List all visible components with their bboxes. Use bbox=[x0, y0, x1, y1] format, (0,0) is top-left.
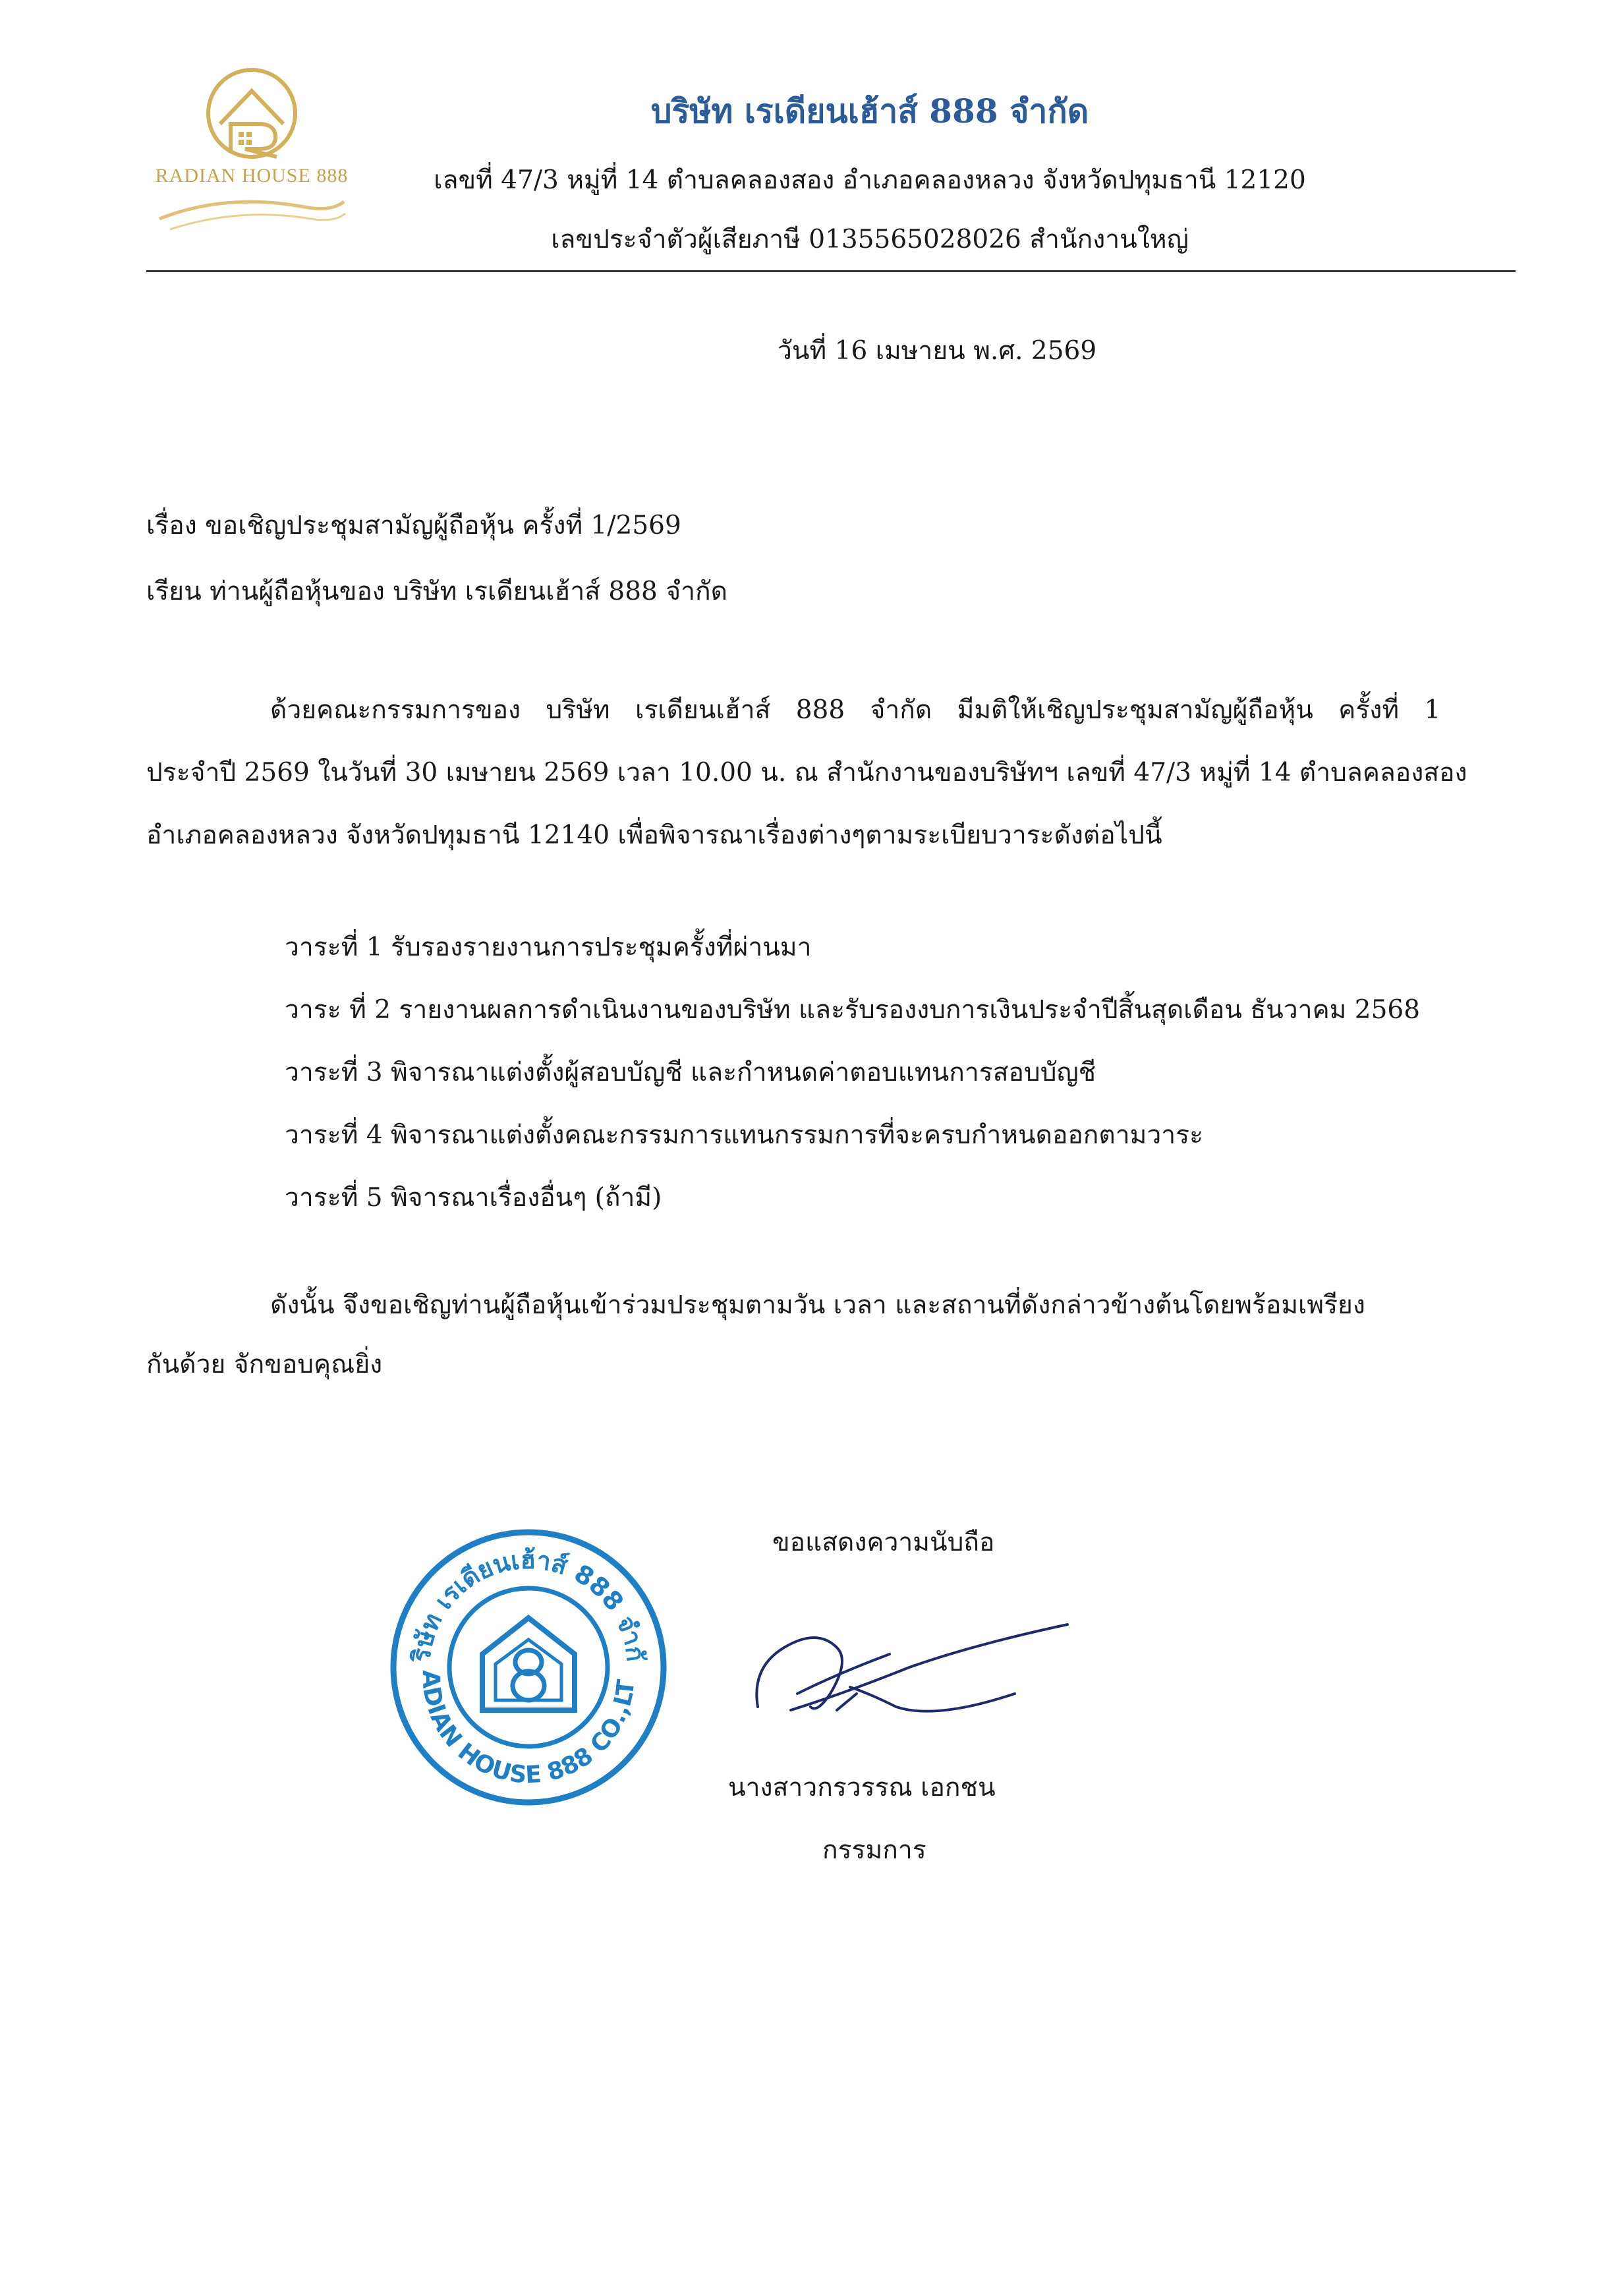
company-address: เลขที่ 47/3 หมู่ที่ 14 ตำบลคลองสอง อำเภอคลองหลวง จังหวัดปทุมธานี 12120 bbox=[434, 165, 1306, 195]
conclusion-line-2: กันด้วย จักขอบคุณยิ่ง bbox=[146, 1350, 383, 1379]
letter-date: วันที่ 16 เมษายน พ.ศ. 2569 bbox=[778, 336, 1097, 366]
house-logo-icon bbox=[146, 61, 357, 252]
body-line-1: ด้วยคณะกรรมการของ บริษัท เรเดียนเฮ้าส์ 888 จำกัด มีมติให้เชิญประชุมสามัญผู้ถือหุ้น ครั้งที่ 1 bbox=[270, 695, 1441, 725]
agenda-item-5: วาระที่ 5 พิจารณาเรื่องอื่นๆ (ถ้ามี) bbox=[285, 1183, 662, 1213]
agenda-item-3: วาระที่ 3 พิจารณาแต่งตั้งผู้สอบบัญชี และกำหนดค่าตอบแทนการสอบบัญชี bbox=[285, 1058, 1096, 1087]
stamp-text-top: ริษัท เรเดียนเฮ้าส์ 888 จำกั bbox=[407, 1545, 650, 1663]
letter-recipient: เรียน ท่านผู้ถือหุ้นของ บริษัท เรเดียนเฮ้าส์ 888 จำกัด bbox=[146, 577, 727, 606]
signer-name: นางสาวกรวรรณ เอกชน bbox=[728, 1773, 996, 1802]
company-tax-id: เลขประจำตัวผู้เสียภาษี 0135565028026 สำนักงานใหญ่ bbox=[551, 225, 1189, 254]
agenda-item-4: วาระที่ 4 พิจารณาแต่งตั้งคณะกรรมการแทนกรรมการที่จะครบกำหนดออกตามวาระ bbox=[285, 1120, 1204, 1150]
conclusion-line-1: ดังนั้น จึงขอเชิญท่านผู้ถือหุ้นเข้าร่วมประชุมตามวัน เวลา และสถานที่ดังกล่าวข้างต้นโดยพร้อมเพรียง bbox=[270, 1290, 1365, 1320]
agenda-item-1: วาระที่ 1 รับรองรายงานการประชุมครั้งที่ผ่านมา bbox=[285, 933, 812, 962]
agenda-item-2: วาระ ที่ 2 รายงานผลการดำเนินงานของบริษัท และรับรองงบการเงินประจำปีสิ้นสุดเดือน ธันวาคม 2568 bbox=[285, 995, 1421, 1025]
stamp-seal-icon bbox=[383, 1522, 673, 1812]
closing-salutation: ขอแสดงความนับถือ bbox=[772, 1528, 995, 1557]
logo-text: RADIAN HOUSE 888 bbox=[155, 165, 349, 187]
signature-icon bbox=[738, 1595, 1107, 1753]
header-divider bbox=[146, 270, 1516, 272]
company-stamp bbox=[383, 1522, 673, 1812]
letter-subject: เรื่อง ขอเชิญประชุมสามัญผู้ถือหุ้น ครั้งที่ 1/2569 bbox=[146, 511, 681, 540]
svg-text:บริษัท เรเดียนเฮ้าส์ 888 จำกัด bbox=[383, 1522, 650, 1665]
body-line-3: อำเภอคลองหลวง จังหวัดปทุมธานี 12140 เพื่อพิจารณาเรื่องต่างๆตามระเบียบวาระดังต่อไปนี้ bbox=[146, 820, 1162, 850]
handwritten-signature bbox=[738, 1595, 1107, 1753]
signer-title: กรรมการ bbox=[822, 1835, 926, 1865]
stamp-text-bottom: ADIAN HOUSE 888 CO.,LT bbox=[416, 1669, 640, 1789]
body-line-2: ประจำปี 2569 ในวันที่ 30 เมษายน 2569 เวลา 10.00 น. ณ สำนักงานของบริษัทฯ เลขที่ 47/3 หมู่ที่ 14 ตำบลคลองสอง bbox=[146, 758, 1467, 788]
company-logo bbox=[146, 61, 357, 252]
company-name: บริษัท เรเดียนเฮ้าส์ 888 จำกัด bbox=[650, 92, 1089, 130]
